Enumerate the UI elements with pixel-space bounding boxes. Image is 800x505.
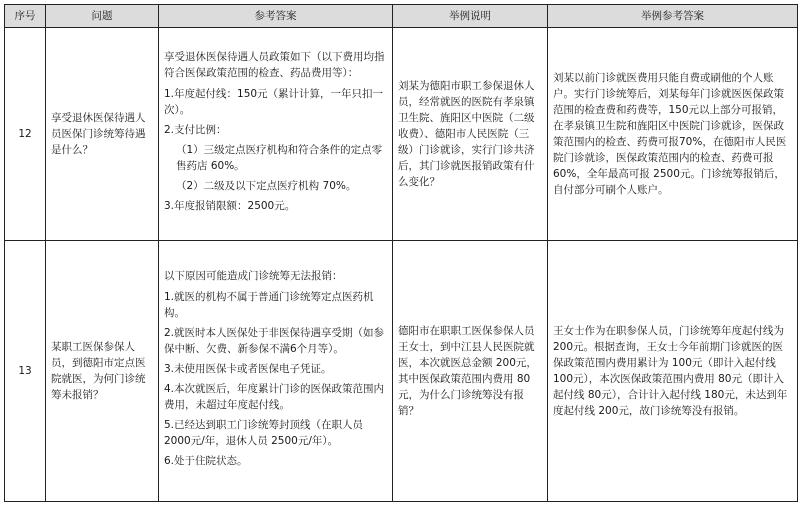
table-row — [5, 240, 798, 501]
header-example-answer: 举例参考答案 — [548, 5, 798, 28]
answer-cell — [159, 240, 393, 501]
answer-item: 3.年度报销限额：2500元。 — [164, 200, 296, 213]
example-cell: 刘某为德阳市职工参保退休人员，经常就医的医院有孝泉镇卫生院、旌阳区中医院（二级收费）、德阳市人民医院（三级）门诊就诊，实行门诊共济后，其门诊就医报销政策有什么变化？ — [393, 28, 548, 241]
answer-item: （2）二级及以下定点医疗机构 70%。 — [176, 180, 357, 193]
answer-cell — [159, 28, 393, 241]
question-cell: 享受退休医保待遇人员医保门诊统筹待遇是什么？ — [46, 28, 159, 241]
row-number: 13 — [5, 240, 46, 501]
answer-item: 2.就医时本人医保处于非医保待遇享受期（如参保中断、欠费、新参保不满6个月等）。 — [164, 327, 385, 356]
answer-item: 2.支付比例： — [164, 124, 227, 137]
answer-item: 3.未使用医保卡或者医保电子凭证。 — [164, 363, 332, 376]
header-question: 问题 — [46, 5, 159, 28]
table-row — [5, 28, 798, 241]
answer-item: 1.就医的机构不属于普通门诊统筹定点医药机构。 — [164, 291, 374, 320]
answer-item: 1.年度起付线：150元（累计计算，一年只扣一次）。 — [164, 88, 384, 117]
answer-item: 5.已经达到职工门诊统筹封顶线（在职人员 2000元/年，退休人员 2500元/年）。 — [164, 419, 364, 448]
answer-lead: 以下原因可能造成门诊统筹无法报销： — [164, 270, 343, 283]
header-reference-answer: 参考答案 — [159, 5, 393, 28]
example-cell: 德阳市在职职工医保参保人员王女士，到中江县人民医院就医，本次就医总金额 200元，其中医保政策范围内费用 80元，为什么门诊统筹没有报销？ — [393, 240, 548, 501]
answer-item: （1）三级定点医疗机构和符合条件的定点零售药店 60%。 — [176, 144, 383, 173]
example-answer-cell: 刘某以前门诊就医费用只能自费或刷他的个人账户。实行门诊统筹后，刘某每年门诊就医医保政策范围的检查费和药费等，150元以上部分可报销，在孝泉镇卫生院和旌阳区中医院门诊就诊，医保政策范围内的检查、药费可报70%，在德阳市人民医院门诊就诊，医保政策范围内的检查、药费可报60%，全年最高可报 2500元。门诊统筹报销后，自付部分可刷个人账户。 — [548, 28, 798, 241]
question-cell: 某职工医保参保人员，到德阳市定点医院就医，为何门诊统筹未报销？ — [46, 240, 159, 501]
answer-item: 4.本次就医后，年度累计门诊的医保政策范围内费用，未超过年度起付线。 — [164, 383, 385, 412]
header-row — [5, 5, 798, 28]
header-no: 序号 — [5, 5, 46, 28]
faq-table — [4, 4, 798, 502]
answer-lead: 享受退休医保待遇人员政策如下（以下费用均指符合医保政策范围的检查、药品费用等）： — [164, 51, 385, 80]
example-answer-cell: 王女士作为在职参保人员，门诊统筹年度起付线为 200元。根据查询，王女士今年前期门诊就医的医保政策范围内费用累计为 100元（即计入起付线 100元），本次医保政策范围内费用 80元（即计入起付线 80元），合计计入起付线 180元，未达到年度起付线 200元，故门诊统筹没有报销。 — [548, 240, 798, 501]
header-example: 举例说明 — [393, 5, 548, 28]
row-number: 12 — [5, 28, 46, 241]
answer-item: 6.处于住院状态。 — [164, 455, 248, 468]
